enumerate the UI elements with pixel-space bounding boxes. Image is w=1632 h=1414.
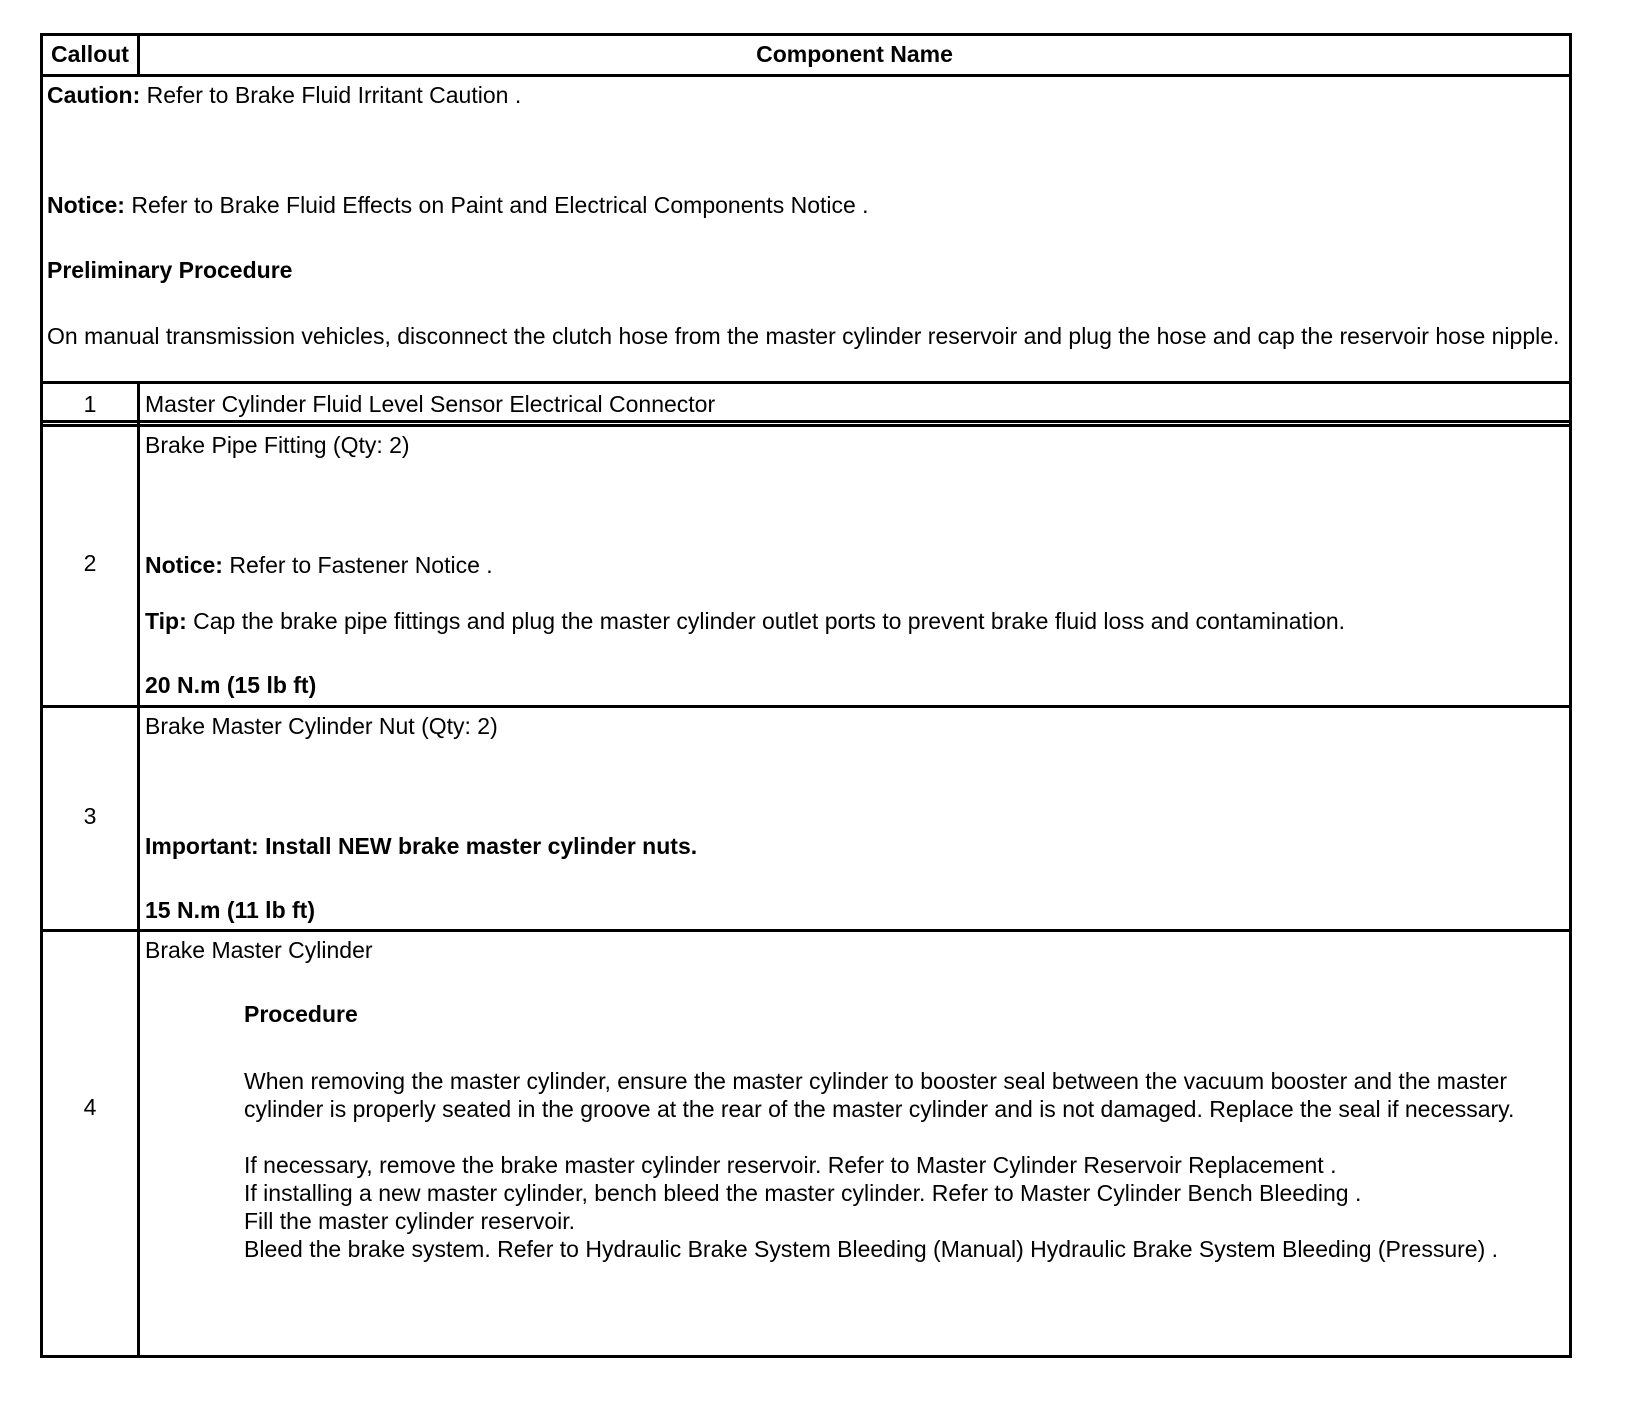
row-2-cell [145, 427, 1561, 705]
preliminary-heading: Preliminary Procedure [47, 257, 293, 283]
procedure-step: Bleed the brake system. Refer to Hydraulic Brake System Bleeding (Manual) Hydraulic Brake System Bleeding (Pressure) . [244, 1236, 1499, 1262]
caution-label: Caution: [47, 82, 141, 108]
procedure-heading: Procedure [244, 1001, 358, 1027]
row-divider [43, 381, 1569, 384]
procedure-step: When removing the master cylinder, ensure the master cylinder to booster seal between the vacuum booster and the master cylinder is properly seated in the groove at the rear of the master cylinder and is not damaged. Replace the seal if necessary. [244, 1068, 1515, 1122]
row-2-torque: 20 N.m (15 lb ft) [145, 672, 317, 698]
notice-line [47, 191, 1561, 219]
row-2-notice [145, 551, 1561, 579]
caution-line [47, 81, 1561, 109]
procedure-step: Fill the master cylinder reservoir. [244, 1208, 576, 1234]
row-divider [43, 420, 1569, 423]
procedure-step: If installing a new master cylinder, bench bleed the master cylinder. Refer to Master Cylinder Bench Bleeding . [244, 1180, 1362, 1206]
header-component-name: Component Name [756, 41, 953, 67]
caution-text: Refer to Brake Fluid Irritant Caution . [140, 82, 522, 108]
header-callout: Callout [51, 41, 129, 67]
row-2-callout: 2 [83, 550, 97, 576]
row-4-name: Brake Master Cylinder [145, 937, 373, 963]
row-4-callout: 4 [83, 1094, 97, 1120]
row-3-important: Important: Install NEW brake master cylinder nuts. [145, 833, 698, 859]
row-2-name: Brake Pipe Fitting (Qty: 2) [145, 432, 410, 458]
row-2-notice-label: Notice: [145, 552, 223, 578]
row-3-callout: 3 [83, 803, 97, 829]
preliminary-text: On manual transmission vehicles, disconnect the clutch hose from the master cylinder reservoir and plug the hose and cap the reservoir hose nipple. [47, 323, 1560, 349]
row-3-cell [145, 708, 1561, 929]
procedure-step: If necessary, remove the brake master cylinder reservoir. Refer to Master Cylinder Reservoir Replacement . [244, 1152, 1337, 1178]
procedure-table [40, 33, 1572, 1358]
column-divider-body [137, 383, 140, 1358]
row-2-tip-label: Tip: [145, 608, 187, 634]
row-2-notice-text: Refer to Fastener Notice . [222, 552, 493, 578]
row-3-name: Brake Master Cylinder Nut (Qty: 2) [145, 713, 498, 739]
notice-label: Notice: [47, 192, 125, 218]
row-2-tip [145, 607, 1561, 635]
notice-text: Refer to Brake Fluid Effects on Paint and Electrical Components Notice . [124, 192, 869, 218]
row-4-cell [145, 932, 1561, 1358]
row-1-callout: 1 [83, 391, 97, 417]
row-2-tip-text: Cap the brake pipe fittings and plug the master cylinder outlet ports to prevent brake fluid loss and contamination. [186, 608, 1346, 634]
row-3-torque: 15 N.m (11 lb ft) [145, 897, 315, 923]
row-1-name: Master Cylinder Fluid Level Sensor Electrical Connector [145, 391, 716, 417]
intro-cell [47, 77, 1561, 381]
